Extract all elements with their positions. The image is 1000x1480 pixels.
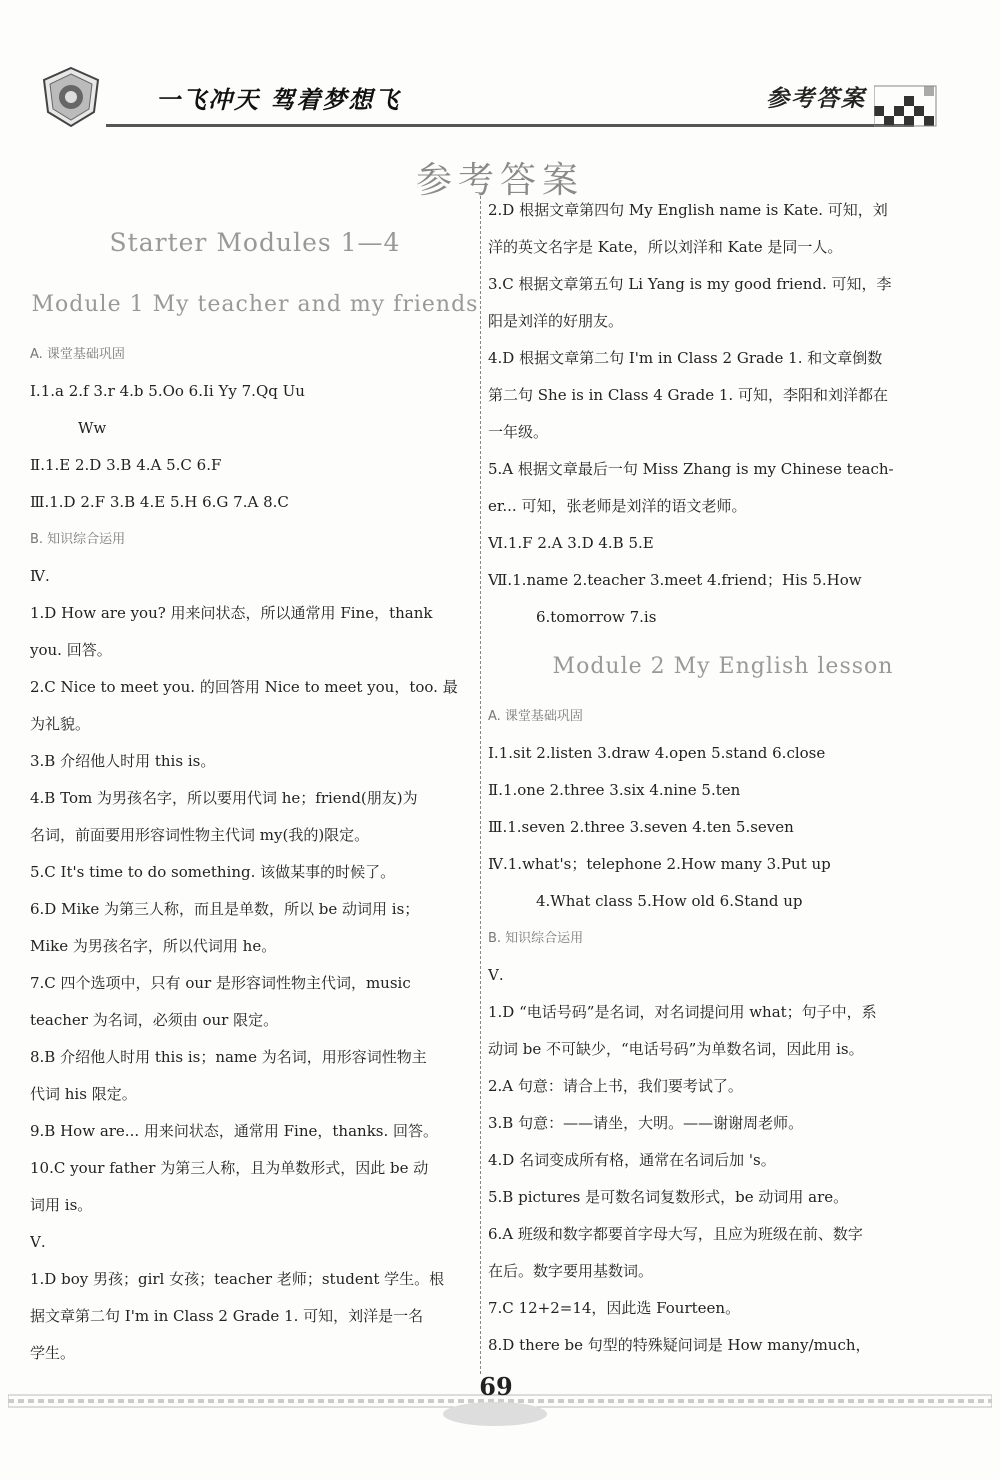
answer-line: Ⅶ.1.name 2.teacher 3.meet 4.friend；His 5.How: [488, 571, 862, 589]
answer-line: Ⅵ.1.F 2.A 3.D 4.B 5.E: [488, 534, 654, 552]
answer-line: 2.D 根据文章第四句 My English name is Kate. 可知，刘: [488, 201, 888, 219]
answer-line: 一年级。: [488, 423, 549, 441]
answer-line: Ⅳ.: [30, 567, 50, 585]
answer-line: 3.B 句意：——请坐，大明。——谢谢周老师。: [488, 1114, 804, 1132]
answer-line: Ⅰ.1.a 2.f 3.r 4.b 5.Oo 6.Ii Yy 7.Qq Uu: [30, 382, 305, 400]
page-title: 参考答案: [415, 160, 584, 201]
answer-line: Ww: [78, 419, 107, 437]
module1-heading: Module 1 My teacher and my friends: [31, 292, 479, 317]
answer-line: 2.C Nice to meet you. 的回答用 Nice to meet you，too. 最: [30, 678, 458, 696]
answer-line: 8.D there be 句型的特殊疑问词是 How many/much，: [488, 1336, 871, 1354]
section-b-label: B. 知识综合运用: [488, 931, 584, 946]
answer-line: 7.C 12+2=14，因此选 Fourteen。: [488, 1299, 741, 1317]
school-emblem-icon: [40, 66, 102, 128]
answer-line: 5.C It's time to do something. 该做某事的时候了。: [30, 863, 396, 881]
header-section-tag: 参考答案: [766, 85, 866, 112]
column-divider: [480, 196, 481, 1374]
answer-line: 3.B 介绍他人时用 this is。: [30, 752, 216, 770]
answer-line: 4.D 根据文章第二句 I'm in Class 2 Grade 1. 和文章倒数: [488, 349, 883, 367]
answer-line: Ⅱ.1.E 2.D 3.B 4.A 5.C 6.F: [30, 456, 222, 474]
header-slogan: 一飞冲天 驾着梦想飞: [156, 85, 401, 114]
answer-line: 4.What class 5.How old 6.Stand up: [536, 892, 803, 910]
page-number-decoration-icon: [440, 1398, 550, 1428]
answer-line: 动词 be 不可缺少，“电话号码”为单数名词，因此用 is。: [488, 1040, 864, 1058]
answer-line: 1.D boy 男孩；girl 女孩；teacher 老师；student 学生。根: [30, 1270, 445, 1288]
answer-line: er... 可知，张老师是刘洋的语文老师。: [488, 497, 747, 515]
answer-line: 代词 his 限定。: [30, 1085, 137, 1103]
answer-line: 10.C your father 为第三人称，且为单数形式，因此 be 动: [30, 1159, 429, 1177]
answer-line: teacher 为名词，必须由 our 限定。: [30, 1011, 279, 1029]
answer-line: Ⅴ.: [30, 1233, 46, 1251]
answer-line: 洋的英文名字是 Kate，所以刘洋和 Kate 是同一人。: [488, 238, 843, 256]
answer-line: 2.A 句意：请合上书，我们要考试了。: [488, 1077, 743, 1095]
answer-line: 4.D 名词变成所有格，通常在名词后加 's。: [488, 1151, 776, 1169]
answer-line: 6.tomorrow 7.is: [536, 608, 657, 626]
section-a-label: A. 课堂基础巩固: [488, 709, 583, 724]
answer-line: 4.B Tom 为男孩名字，所以要用代词 he；friend(朋友)为: [30, 789, 418, 807]
right-column: [488, 192, 958, 1364]
answer-line: 6.A 班级和数字都要首字母大写，且应为班级在前、数字: [488, 1225, 863, 1243]
answer-line: 阳是刘洋的好朋友。: [488, 312, 624, 330]
answer-line: 1.D “电话号码”是名词，对名词提问用 what；句子中，系: [488, 1003, 877, 1021]
answer-line: 名词，前面要用形容词性物主代词 my(我的)限定。: [30, 826, 370, 844]
answer-line: 8.B 介绍他人时用 this is；name 为名词，用形容词性物主: [30, 1048, 427, 1066]
answer-line: Mike 为男孩名字，所以代词用 he。: [30, 937, 277, 955]
answer-line: 在后。数字要用基数词。: [488, 1262, 654, 1280]
answer-line: 6.D Mike 为第三人称，而且是单数，所以 be 动词用 is；: [30, 900, 420, 918]
answer-line: 9.B How are... 用来问状态，通常用 Fine，thanks. 回答。: [30, 1122, 439, 1140]
page-number: 69: [479, 1372, 513, 1401]
module2-heading: Module 2 My English lesson: [552, 654, 894, 679]
answer-line: 1.D How are you? 用来问状态，所以通常用 Fine，thank: [30, 604, 433, 622]
answer-line: Ⅲ.1.D 2.F 3.B 4.E 5.H 6.G 7.A 8.C: [30, 493, 289, 511]
answer-line: 词用 is。: [30, 1196, 93, 1214]
answer-line: 学生。: [30, 1344, 76, 1362]
section-a-label: A. 课堂基础巩固: [30, 347, 125, 362]
answer-line: 据文章第二句 I'm in Class 2 Grade 1. 可知，刘洋是一名: [30, 1307, 424, 1325]
checker-decoration-icon: [874, 84, 938, 128]
answer-line: 第二句 She is in Class 4 Grade 1. 可知，李阳和刘洋都在: [488, 386, 888, 404]
answer-line: 3.C 根据文章第五句 Li Yang is my good friend. 可知，李: [488, 275, 892, 293]
answer-line: Ⅱ.1.one 2.three 3.six 4.nine 5.ten: [488, 781, 741, 799]
starter-heading: Starter Modules 1—4: [109, 228, 401, 257]
answer-line: Ⅲ.1.seven 2.three 3.seven 4.ten 5.seven: [488, 818, 794, 836]
section-b-label: B. 知识综合运用: [30, 532, 126, 547]
page-header: [38, 66, 938, 132]
answer-line: Ⅰ.1.sit 2.listen 3.draw 4.open 5.stand 6.close: [488, 744, 826, 762]
answer-line: 5.A 根据文章最后一句 Miss Zhang is my Chinese teach-: [488, 460, 894, 478]
answer-line: Ⅴ.: [488, 966, 504, 984]
header-rule: [106, 124, 914, 127]
answer-line: 5.B pictures 是可数名词复数形式，be 动词用 are。: [488, 1188, 849, 1206]
answer-line: you. 回答。: [30, 641, 112, 659]
left-column: [30, 192, 480, 1372]
answer-line: Ⅳ.1.what's；telephone 2.How many 3.Put up: [488, 855, 831, 873]
answer-line: 为礼貌。: [30, 715, 91, 733]
answer-line: 7.C 四个选项中，只有 our 是形容词性物主代词，music: [30, 974, 411, 992]
